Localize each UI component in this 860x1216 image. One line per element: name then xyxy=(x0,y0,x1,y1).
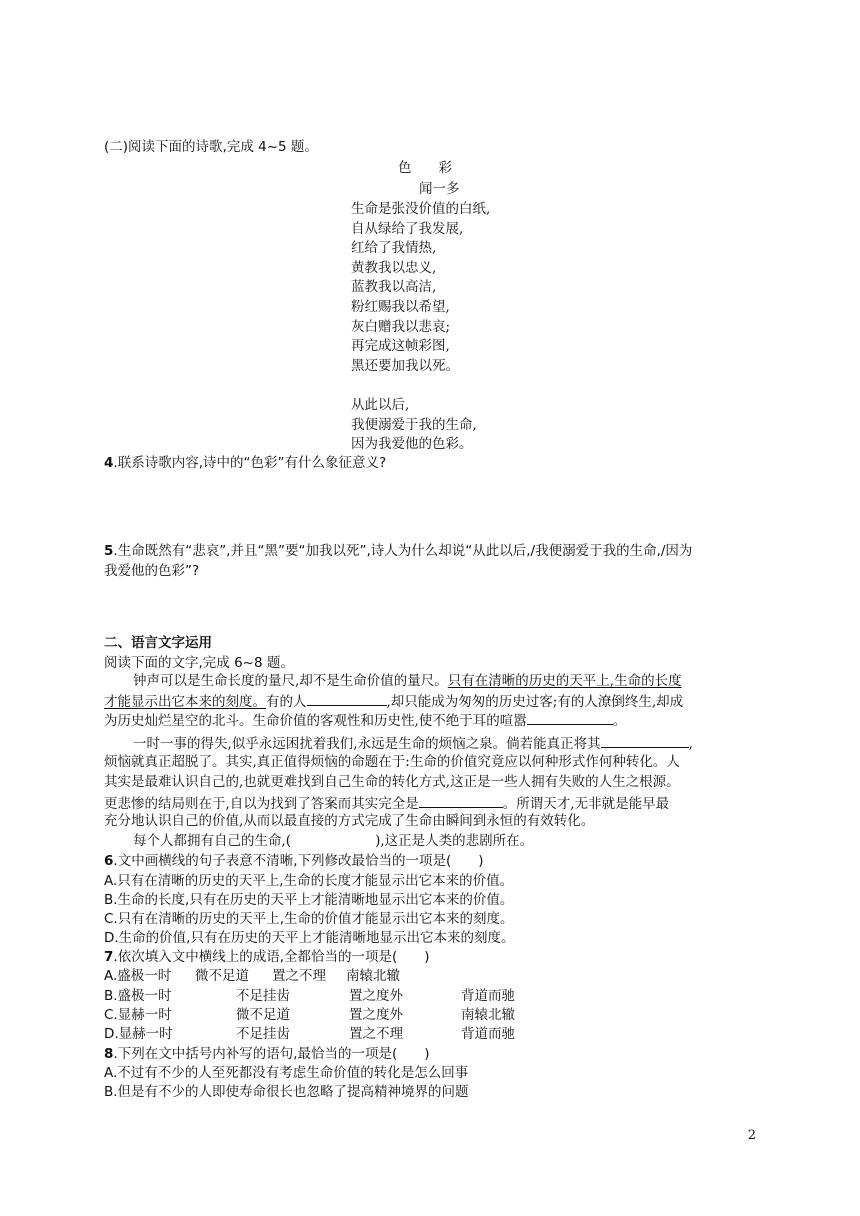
poem-line: 黄教我以忠义, xyxy=(351,259,437,276)
question-stem: .下列在文中括号内补写的语句,最恰当的一项是( ) xyxy=(113,1046,430,1062)
passage-line: 才能显示出它本来的刻度。有的人 ,却只能成为匆匆的历史过客;有的人潦倒终生,却成 xyxy=(104,691,683,712)
question-number: 6 xyxy=(104,853,114,869)
passage-line: 一时一事的得失,似乎永远困扰着我们,永远是生命的烦恼之泉。倘若能真正将其 , xyxy=(133,733,693,754)
option-b: B.盛极一时 不足挂齿 置之度外 背道而驰 xyxy=(104,988,515,1004)
question-stem: .生命既然有“悲哀”,并且“黑”要“加我以死”,诗人为什么却说“从此以后,/我便溺爱于我的生命,/因为 xyxy=(113,543,693,559)
passage-line: 为历史灿烂星空的北斗。生命价值的客观性和历史性,使不绝于耳的喧嚣 。 xyxy=(104,710,626,731)
passage-line: 每个人都拥有自己的生命,( ),这正是人类的悲剧所在。 xyxy=(133,833,534,849)
poem-line: 从此以后, xyxy=(351,397,410,413)
fill-blank xyxy=(601,733,689,748)
question-number: 5 xyxy=(104,543,114,559)
fill-blank xyxy=(527,710,613,725)
poem-author: 闻一多 xyxy=(419,181,460,197)
question-number: 4 xyxy=(104,455,114,471)
poem-line: 蓝教我以高洁, xyxy=(351,279,437,296)
option-b: B.但是有不少的人即使寿命很长也忽略了提高精神境界的问题 xyxy=(104,1084,469,1100)
poem-line: 粉红赐我以希望, xyxy=(351,299,450,315)
option-d: D.显赫一时 不足挂齿 置之不理 背道而驰 xyxy=(104,1026,515,1042)
question-stem: .依次填入文中横线上的成语,全都恰当的一项是( ) xyxy=(113,949,430,965)
question-stem: .文中画横线的句子表意不清晰,下列修改最恰当的一项是( ) xyxy=(113,853,484,869)
poem-line: 红给了我情热, xyxy=(351,240,437,257)
option-d: D.生命的价值,只有在历史的天平上才能清晰地显示出它本来的刻度。 xyxy=(104,930,515,946)
poem-line: 再完成这帧彩图, xyxy=(351,338,450,355)
option-a: A.盛极一时 微不足道 置之不理 南辕北辙 xyxy=(104,968,400,984)
poem-title: 色 彩 xyxy=(398,160,452,176)
poem-line: 因为我爱他的色彩。 xyxy=(351,436,473,453)
fill-blank xyxy=(419,793,503,808)
question-5-cont: 我爱他的色彩”? xyxy=(104,563,200,579)
option-b: B.生命的长度,只有在历史的天平上才能清晰地显示出它本来的价值。 xyxy=(104,892,514,908)
question-5 xyxy=(104,542,692,561)
option-a: A.不过有不少的人至死都没有考虑生命价值的转化是怎么回事 xyxy=(104,1065,469,1081)
question-4 xyxy=(104,454,386,473)
poem-line: 黑还要加我以死。 xyxy=(351,357,459,374)
part-heading: 二、语言文字运用 xyxy=(104,635,212,651)
question-8 xyxy=(104,1045,430,1064)
passage-line: 更悲惨的结局则在于,自以为找到了答案而其实完全是 。所谓天才,无非就是能早最 xyxy=(104,793,669,814)
question-7 xyxy=(104,948,430,967)
poem-line: 自从绿给了我发展, xyxy=(351,220,464,237)
poem-line: 灰白赠我以悲哀; xyxy=(351,318,451,335)
option-c: C.显赫一时 微不足道 置之度外 南辕北辙 xyxy=(104,1007,515,1023)
passage-line: 烦恼就真正超脱了。其实,真正值得烦恼的命题在于:生命的价值究竟应以何种形式作何种转化。人 xyxy=(104,754,680,770)
section-heading: (二)阅读下面的诗歌,完成 4~5 题。 xyxy=(104,139,318,155)
poem-line: 生命是张没价值的白纸, xyxy=(351,201,491,217)
page-number: 2 xyxy=(747,1128,756,1143)
passage-line: 充分地认识自己的价值,从而以最直接的方式完成了生命由瞬间到永恒的有效转化。 xyxy=(104,813,595,829)
option-a: A.只有在清晰的历史的天平上,生命的长度才能显示出它本来的价值。 xyxy=(104,873,514,889)
option-c: C.只有在清晰的历史的天平上,生命的价值才能显示出它本来的刻度。 xyxy=(104,911,514,927)
poem-line: 我便溺爱于我的生命, xyxy=(351,416,477,433)
underlined-sentence: 只有在清晰的历史的天平上,生命的长度 xyxy=(447,673,682,689)
underlined-sentence: 才能显示出它本来的刻度。 xyxy=(104,694,266,710)
question-6 xyxy=(104,852,484,871)
part-instruction: 阅读下面的文字,完成 6~8 题。 xyxy=(104,655,294,671)
passage-line: 钟声可以是生命长度的量尺,却不是生命价值的量尺。只有在清晰的历史的天平上,生命的长度 xyxy=(133,673,682,689)
question-number: 8 xyxy=(104,1046,114,1062)
question-number: 7 xyxy=(104,949,114,965)
fill-blank xyxy=(307,691,387,706)
question-stem: .联系诗歌内容,诗中的“色彩”有什么象征意义? xyxy=(113,455,387,471)
passage-line: 其实是最难认识自己的,也就更难找到自己生命的转化方式,这正是一些人拥有失败的人生之根源。 xyxy=(104,774,680,790)
